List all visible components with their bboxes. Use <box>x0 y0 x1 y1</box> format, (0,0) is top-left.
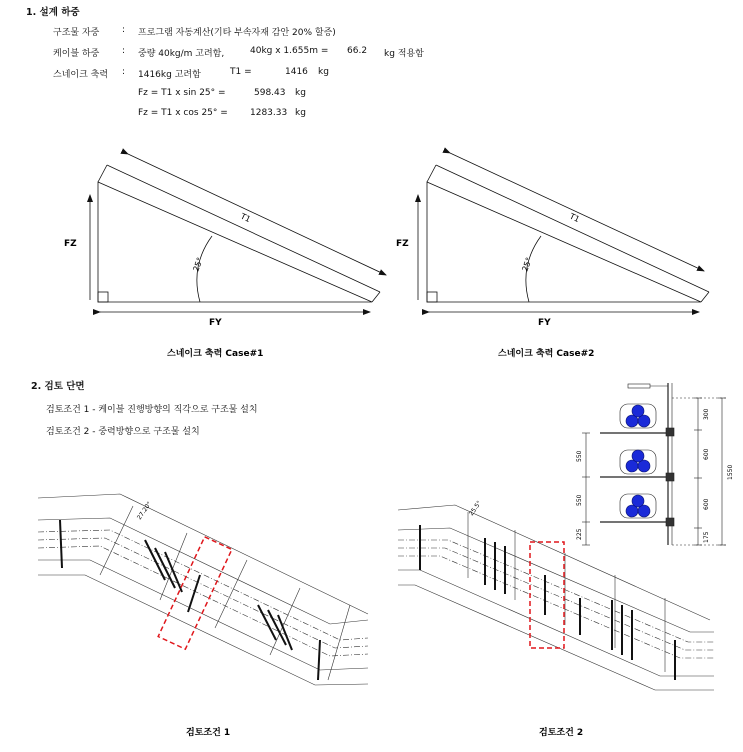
diagram1-t1-label: T1 <box>239 211 253 225</box>
diagram2-angle-label: 25° <box>520 256 534 273</box>
row-tail-cable-load: kg 적용함 <box>384 49 424 59</box>
fz-cos-num: 1283.33 <box>250 108 288 118</box>
dim-left-2: 550 <box>576 494 583 506</box>
row-label-self-weight: 구조물 자중 <box>53 28 100 38</box>
row-value-cable-load: 중량 40kg/m 고려함, <box>138 49 225 59</box>
cable-bundles <box>626 405 650 517</box>
dim-left-3: 225 <box>576 528 583 540</box>
row-sep: : <box>122 67 126 77</box>
diagram1-caption: 스네이크 축력 Case#1 <box>167 349 264 359</box>
section-drawing-case2 <box>398 505 714 690</box>
section2-heading: 2. 검토 단면 <box>31 381 85 392</box>
condition-1-text: 검토조건 1 - 케이블 진행방향의 직각으로 구조물 설치 <box>46 405 258 415</box>
diagram1-angle-label: 25° <box>191 256 205 273</box>
dim-right-4: 175 <box>703 531 710 543</box>
dim-left-1: 550 <box>576 450 583 462</box>
diagram2-fy-label: FY <box>538 318 551 328</box>
row-label-snake-force: 스네이크 축력 <box>53 70 109 80</box>
section1-heading: 1. 설계 하중 <box>26 7 80 18</box>
force-diagram-case1 <box>90 154 386 312</box>
fz-cos-expr: Fz = T1 x cos 25° = <box>138 108 228 118</box>
row-tail-snake-force: kg <box>318 67 329 77</box>
row-sep: : <box>122 25 126 35</box>
row-value-snake-force: 1416kg 고려함 <box>138 70 201 80</box>
support-detail-drawing <box>582 383 726 545</box>
section1-members <box>60 520 320 680</box>
highlight-box-case2 <box>530 542 564 648</box>
row-label-cable-load: 케이블 하중 <box>53 49 100 59</box>
dim-right-2: 600 <box>703 448 710 460</box>
diagram2-t1-label: T1 <box>568 211 582 225</box>
fz-sin-unit: kg <box>295 88 306 98</box>
diagram2-caption: 스네이크 축력 Case#2 <box>498 349 595 359</box>
section2-members <box>420 525 675 680</box>
force-diagram-case2 <box>418 153 709 312</box>
row-calc-snake-force: T1 = <box>230 67 252 77</box>
diagram1-fz-label: FZ <box>64 239 77 249</box>
fz-sin-num: 598.43 <box>254 88 286 98</box>
row-calc-cable-load: 40kg x 1.655m = <box>250 46 329 56</box>
row-num-cable-load: 66.2 <box>347 46 368 56</box>
section1-angle: 27.20° <box>135 500 154 522</box>
dim-right-1: 300 <box>703 408 710 420</box>
section2-caption: 검토조건 2 <box>539 728 584 738</box>
section2-angle: 25.5° <box>467 499 484 518</box>
fz-sin-expr: Fz = T1 x sin 25° = <box>138 88 226 98</box>
dim-total: 1550 <box>727 464 734 480</box>
section1-caption: 검토조건 1 <box>186 728 231 738</box>
fz-cos-unit: kg <box>295 108 306 118</box>
condition-2-text: 검토조건 2 - 중력방향으로 구조물 설치 <box>46 427 200 437</box>
row-sep: : <box>122 46 126 56</box>
dim-right-3: 600 <box>703 498 710 510</box>
diagram1-fy-label: FY <box>209 318 222 328</box>
row-num-snake-force: 1416 <box>285 67 308 77</box>
row-value-self-weight: 프로그램 자동계산(기타 부속자재 감안 20% 할증) <box>138 28 336 38</box>
diagram2-fz-label: FZ <box>396 239 409 249</box>
